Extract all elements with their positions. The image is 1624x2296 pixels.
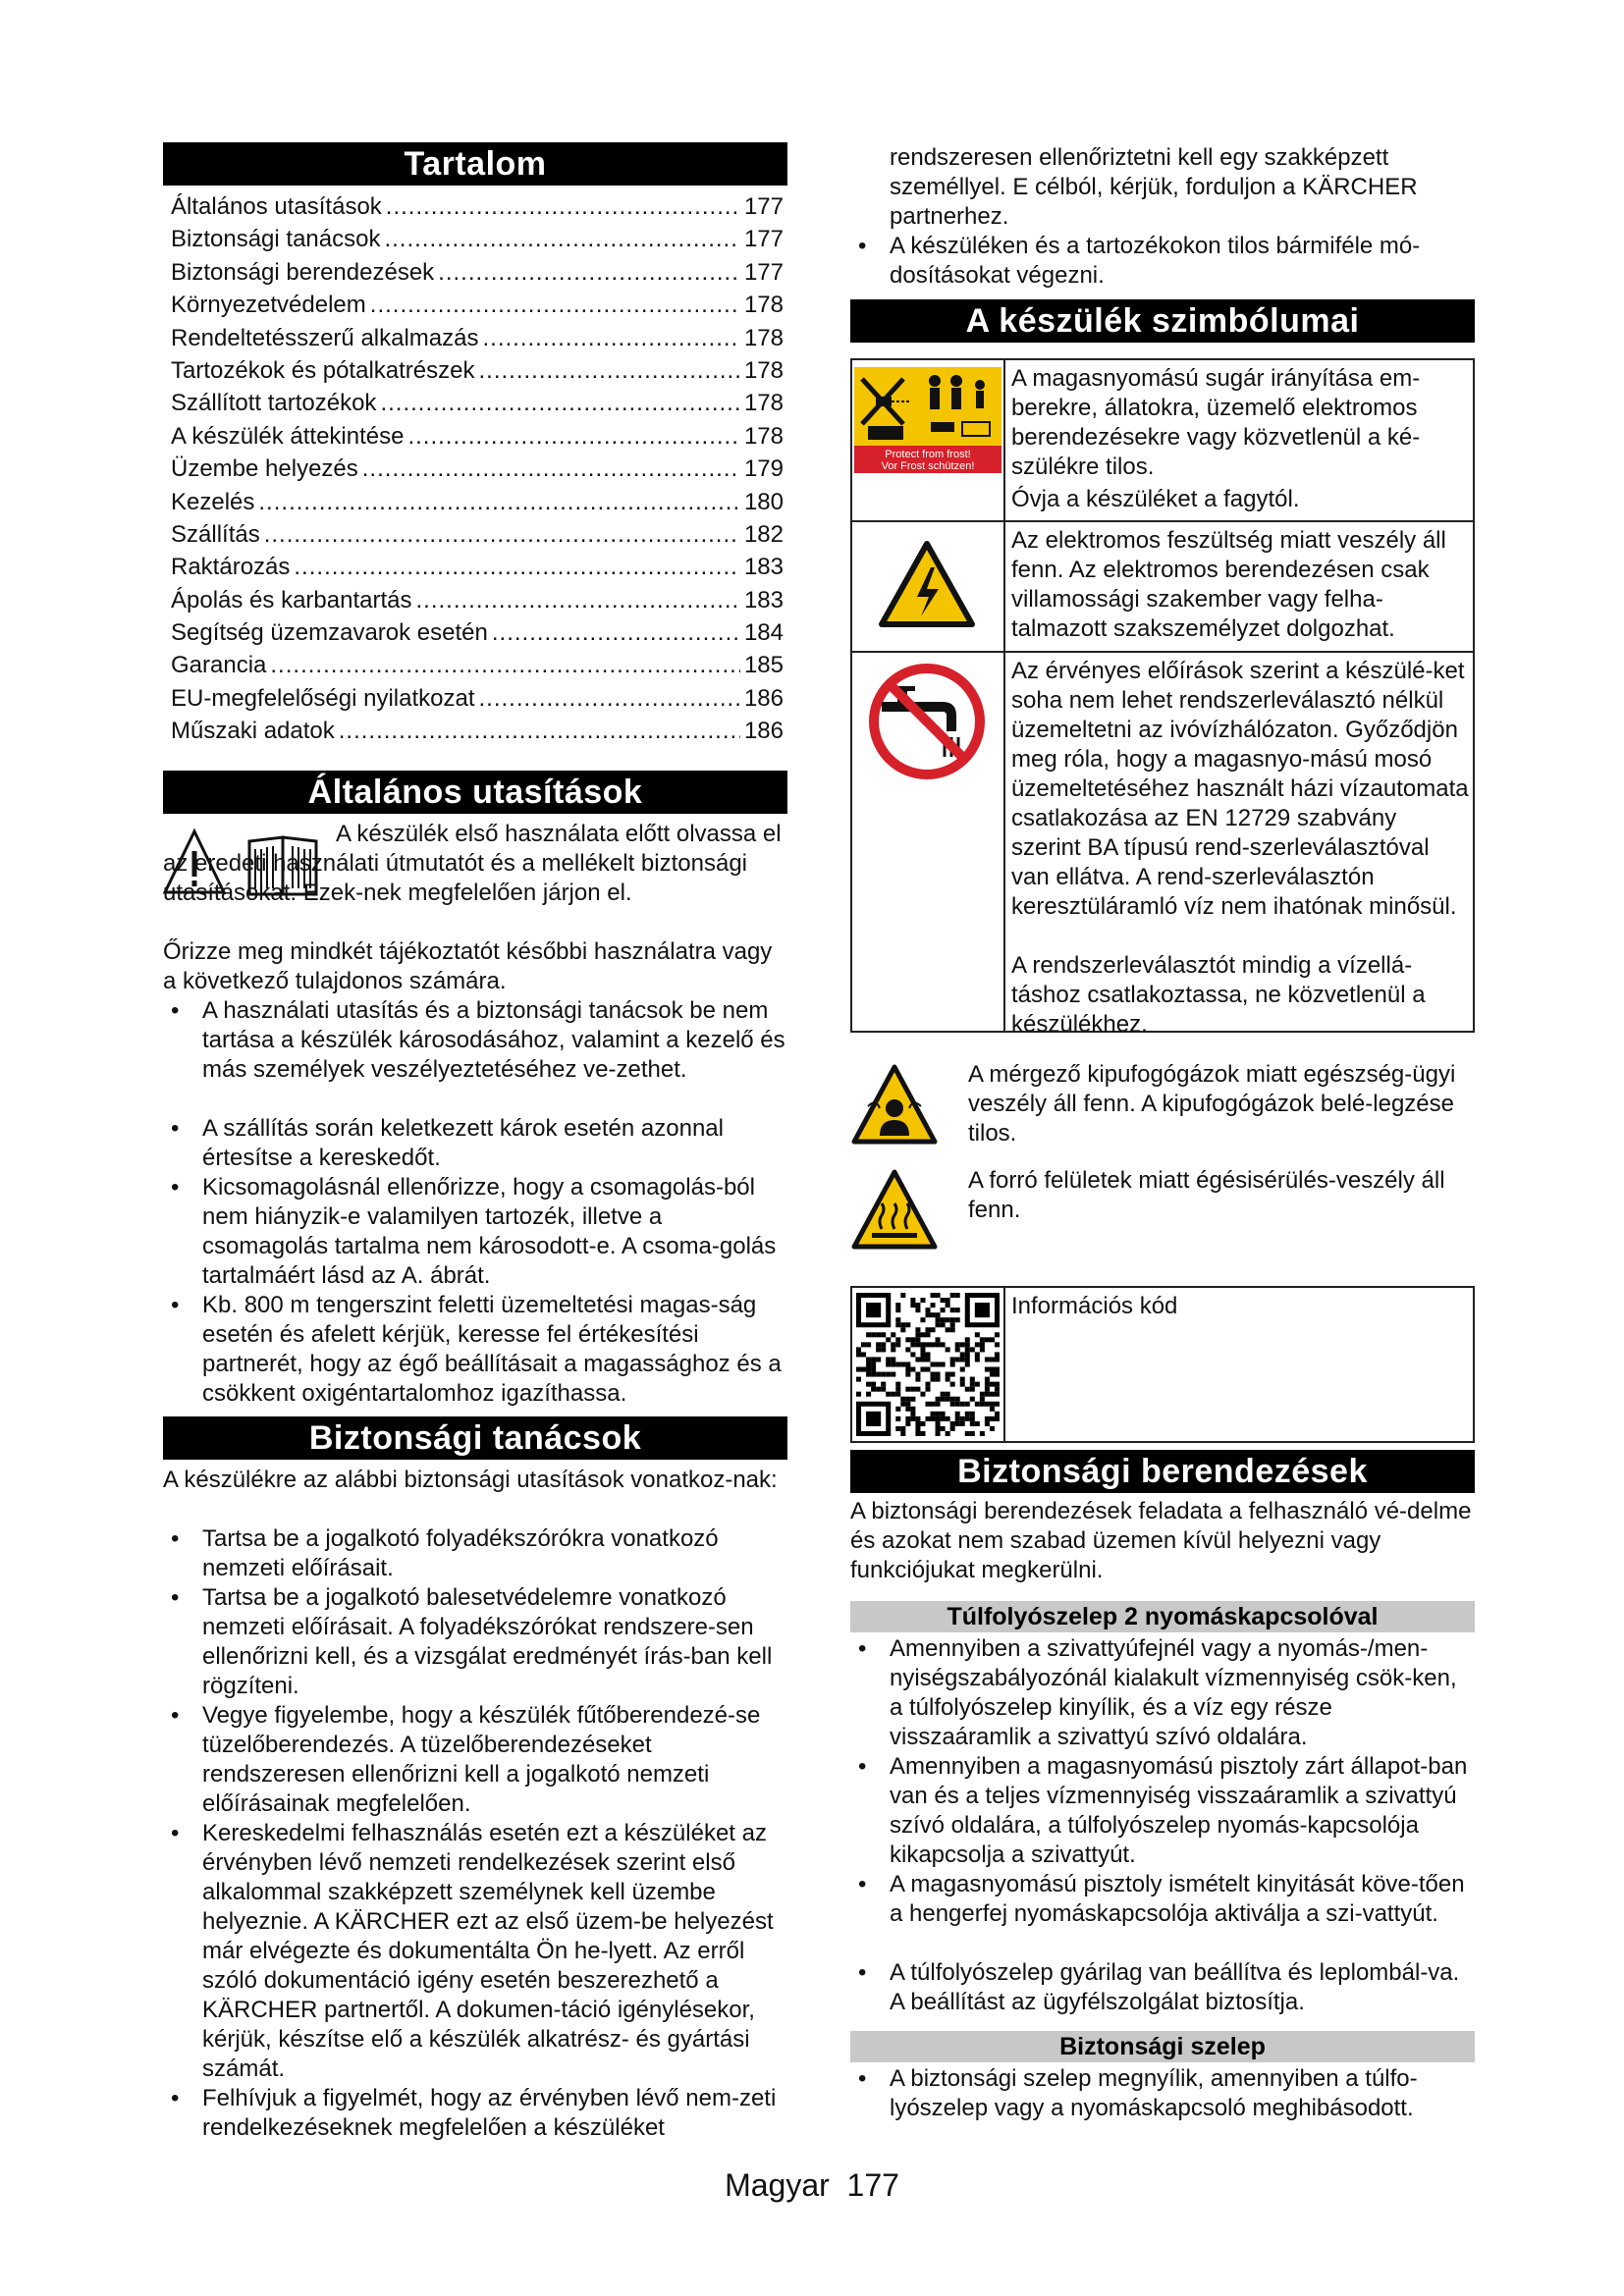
toc-entry-label: Üzembe helyezés xyxy=(171,455,358,483)
toc-leader-dots xyxy=(478,354,739,387)
safety-continued: rendszeresen ellenőriztetni kell egy szakképzett személlyel. E célból, kérjük, forduljon a KÄRCHER partnerhez. xyxy=(890,144,1418,230)
toc-entry xyxy=(171,289,784,321)
general-keep-note: Őrizze meg mindkét tájékoztatót későbbi használatra vagy a következő tulajdonos számára. xyxy=(163,938,773,994)
toc-leader-dots xyxy=(438,256,740,289)
toc-entry xyxy=(171,190,784,223)
general-bullet: • A szállítás során keletkezett károk esetén azonnal értesítse a kereskedőt. xyxy=(171,1115,724,1171)
symbols-title: A készülék szimbólumai xyxy=(850,299,1475,343)
safety-bullet: • Felhívjuk a figyelmét, hogy az érvényben lévő nem-zeti rendelkezéseknek megfelelően a készüléket xyxy=(171,2085,777,2141)
symbol-text: A magasnyomású sugár irányítása em-berekre, állatokra, üzemelő elektromos berendezésekre vagy közvetlenül a ké-szülékre tilos. xyxy=(1011,365,1421,480)
toc-entry xyxy=(171,223,784,255)
toc-entry-page: 186 xyxy=(743,718,784,745)
symbol-text: Az érvényes előírások szerint a készülé-ket soha nem lehet rendszerleválasztó nélkül üzemeltetni az ivóvízhálózaton. Győződjön meg róla, hogy a magasnyo-mású mosó üzemeltetéséhez használt házi vízautomata csatlakozása az EN 12729 szabvány szerint BA típusú rend-szerleválasztóval van ellátva. A rend-szerleválasztón keresztüláramló víz nem ihatónak minősül. xyxy=(1011,658,1469,920)
toc-entry xyxy=(171,322,784,354)
toc-leader-dots xyxy=(407,420,739,453)
toc-leader-dots xyxy=(380,387,740,419)
safety-bullet: • Vegye figyelembe, hogy a készülék fűtőberendezé-se tüzelőberendezés. A tüzelőberendezéseket rendszeresen ellenőrizni kell a jogalkotó nemzeti előírásainak megfelelően. xyxy=(171,1702,761,1817)
toc-entry xyxy=(171,453,784,485)
toc-entry-label: Biztonsági tanácsok xyxy=(171,226,381,253)
toc-entry-label: Szállított tartozékok xyxy=(171,390,377,417)
toxic-exhaust-icon xyxy=(850,1063,939,1151)
general-bullet: • Kb. 800 m tengerszint feletti üzemeltetési magas-ság esetén és afelett kérjük, keresse fel értékesítési partnerét, hogy az égő beállításait a magassághoz és a csökkent oxigéntartalomhoz igazíthassa. xyxy=(171,1292,782,1407)
info-code-label: Információs kód xyxy=(1011,1293,1178,1319)
toc-entry xyxy=(171,354,784,387)
safety-bullet: • Kereskedelmi felhasználás esetén ezt a készüléket az érvényben lévő nemzeti rendelkezések szerint első alkalommal szakképzett személynek kell üzembe helyeznie. A KÄRCHER ezt az első üzem-be helyezést már elvégezte és dokumentálta Ön he-lyett. Az erről szóló dokumentáció igény esetén beszerezhető a KÄRCHER partnertől. A dokumen-táció igénylésekor, kérjük, készítse elő a készülék alkatrész- és gyártási számát. xyxy=(171,1820,774,2082)
symbols-table xyxy=(850,358,1475,1038)
toc-entry-label: Rendeltetésszerű alkalmazás xyxy=(171,324,479,351)
toc-leader-dots xyxy=(384,223,739,255)
hot-surface-warning: A forró felületek miatt égésisérülés-veszély áll fenn. xyxy=(968,1167,1445,1223)
toc-entry-page: 186 xyxy=(743,684,784,712)
toc-leader-dots xyxy=(339,715,740,747)
toc-entry-label: Általános utasítások xyxy=(171,193,382,220)
exhaust-warning: A mérgező kipufogógázok miatt egészség-ügyi veszély áll fenn. A kipufogógázok belé-legzése tilos. xyxy=(968,1061,1456,1147)
symbol-row xyxy=(852,520,1473,653)
toc-entry-label: Műszaki adatok xyxy=(171,718,335,745)
toc-leader-dots xyxy=(483,322,740,354)
toc-entry-label: Tartozékok és pótalkatrészek xyxy=(171,356,475,384)
toc-leader-dots xyxy=(415,584,739,616)
table-of-contents xyxy=(171,190,784,748)
toc-entry-label: A készülék áttekintése xyxy=(171,422,405,450)
device-bullet: • Amennyiben a magasnyomású pisztoly zárt állapot-ban van és a teljes vízmennyiség visszaáramlik a szivattyú szívó oldalára, a túlfolyószelep nyomás-kapcsolója kikapcsolja a szivattyút. xyxy=(858,1753,1468,1868)
toc-entry-page: 179 xyxy=(743,455,784,483)
symbol-text: A rendszerleválasztót mindig a vízellá-táshoz csatlakoztassa, ne közvetlenül a készülékhez. xyxy=(1011,952,1426,1038)
page-number: 177 xyxy=(846,2167,899,2203)
safety-bullet: • A készüléken és a tartozékokon tilos bármiféle mó-dosításokat végezni. xyxy=(858,233,1421,289)
toc-entry-page: 177 xyxy=(743,226,784,253)
toc-entry xyxy=(171,387,784,419)
toc-entry-label: Kezelés xyxy=(171,488,255,515)
toc-leader-dots xyxy=(264,518,740,551)
toc-entry xyxy=(171,551,784,583)
toc-leader-dots xyxy=(370,289,740,321)
safety-intro: A készülékre az alábbi biztonsági utasítások vonatkoz-nak: xyxy=(163,1467,778,1493)
toc-leader-dots xyxy=(362,453,740,485)
subsection-title: Biztonsági szelep xyxy=(850,2031,1475,2062)
toc-entry-label: Ápolás és karbantartás xyxy=(171,586,412,614)
safety-bullet: • Tartsa be a jogalkotó folyadékszórókra vonatkozó nemzeti előírásait. xyxy=(171,1525,719,1581)
device-bullet: • A biztonsági szelep megnyílik, amennyiben a túlfo-lyószelep vagy a nyomáskapcsoló meghibásodott. xyxy=(858,2065,1418,2121)
toc-entry-page: 185 xyxy=(743,652,784,679)
subsection-title: Túlfolyószelep 2 nyomáskapcsolóval xyxy=(850,1601,1475,1632)
safety-bullet: • Tartsa be a jogalkotó balesetvédelemre vonatkozó nemzeti előírásait. A folyadékszórókat rendszere-sen ellenőrizni kell, és a vizsgálat eredményét írás-ban kell rögzíteni. xyxy=(171,1584,773,1699)
frost-label: Vor Frost schützen! xyxy=(881,460,975,472)
toc-entry-label: Segítség üzemzavarok esetén xyxy=(171,619,488,647)
frost-label: Protect from frost! xyxy=(885,449,971,460)
toc-entry xyxy=(171,715,784,747)
toc-leader-dots xyxy=(492,616,740,649)
general-title: Általános utasítások xyxy=(163,771,787,814)
symbol-cell xyxy=(852,653,1005,1033)
general-intro: A készülék első használata előtt olvassa el az eredeti használati útmutatót és a mellékelt biztonsági utasításokat. Ezek-nek megfelelően járjon el. xyxy=(163,821,782,906)
toc-entry-page: 178 xyxy=(743,356,784,384)
devices-title: Biztonsági berendezések xyxy=(850,1450,1475,1493)
symbol-row xyxy=(852,360,1473,520)
toc-leader-dots xyxy=(258,486,740,518)
qr-code-cell xyxy=(852,1288,1005,1441)
toc-title: Tartalom xyxy=(163,142,787,186)
toc-entry-page: 182 xyxy=(743,520,784,548)
toc-entry xyxy=(171,682,784,715)
no-drinking-water-connection-icon xyxy=(868,663,986,780)
symbol-row xyxy=(852,651,1473,1038)
toc-entry-page: 178 xyxy=(743,292,784,319)
toc-leader-dots xyxy=(386,190,740,223)
safety-title: Biztonsági tanácsok xyxy=(163,1416,787,1460)
symbol-text: Az elektromos feszültség miatt veszély áll fenn. Az elektromos berendezésen csak villamossági szakember vagy felha-talmazott szakszemélyzet dolgozhat. xyxy=(1011,527,1446,642)
general-bullet: • Kicsomagolásnál ellenőrizze, hogy a csomagolás-ból nem hiányzik-e valamilyen tartozék, illetve a csomagolás tartalma nem károsodott-e. A csoma-golás tartalmáért lásd az A. ábrát. xyxy=(171,1174,777,1289)
toc-entry-label: EU-megfelelőségi nyilatkozat xyxy=(171,684,475,712)
page-footer xyxy=(0,2167,1624,2204)
toc-leader-dots xyxy=(478,682,739,715)
toc-entry-page: 178 xyxy=(743,324,784,351)
device-bullet: • A túlfolyószelep gyárilag van beállítva és leplombál-va. A beállítást az ügyfélszolgálat biztosítja. xyxy=(858,1959,1460,2015)
symbol-text: Óvja a készüléket a fagytól. xyxy=(1011,486,1300,512)
footer-language: Magyar xyxy=(725,2167,830,2203)
toc-entry-label: Szállítás xyxy=(171,520,260,548)
toc-entry-label: Raktározás xyxy=(171,554,291,581)
toc-entry xyxy=(171,256,784,289)
toc-entry-page: 177 xyxy=(743,258,784,286)
info-code-table xyxy=(850,1286,1475,1443)
toc-entry xyxy=(171,584,784,616)
toc-leader-dots xyxy=(270,649,740,681)
toc-entry xyxy=(171,420,784,453)
no-spray-frost-icon xyxy=(854,367,1003,475)
general-bullet: • A használati utasítás és a biztonsági tanácsok be nem tartása a készülék károsodásához, valamint a kezelő és más személyek veszélyeztetéséhez ve-zethet. xyxy=(171,997,785,1083)
toc-entry xyxy=(171,486,784,518)
device-bullet: • A magasnyomású pisztoly ismételt kinyitását köve-tően a hengerfej nyomáskapcsolója aktiválja a szi-vattyút. xyxy=(858,1871,1465,1927)
symbol-cell xyxy=(852,360,1005,520)
toc-entry-page: 177 xyxy=(743,193,784,220)
toc-entry-page: 184 xyxy=(743,619,784,647)
devices-intro: A biztonsági berendezések feladata a felhasználó vé-delme és azokat nem szabad üzemen kívül helyezni vagy funkciójukat megkerülni. xyxy=(850,1498,1472,1583)
toc-entry-page: 180 xyxy=(743,488,784,515)
toc-entry-label: Biztonsági berendezések xyxy=(171,258,435,286)
toc-entry xyxy=(171,649,784,681)
toc-entry-label: Környezetvédelem xyxy=(171,292,366,319)
electric-hazard-icon xyxy=(878,540,976,628)
toc-entry-page: 178 xyxy=(743,390,784,417)
hot-surface-icon xyxy=(850,1168,939,1256)
toc-entry-page: 178 xyxy=(743,422,784,450)
toc-entry-label: Garancia xyxy=(171,652,267,679)
toc-entry-page: 183 xyxy=(743,554,784,581)
device-bullet: • Amennyiben a szivattyúfejnél vagy a nyomás-/men-nyiségszabályozónál kialakult vízmennyiség csök-ken, a túlfolyószelep kinyílik, és a víz egy része visszaáramlik a szivattyú szívó oldalára. xyxy=(858,1635,1457,1750)
toc-entry xyxy=(171,518,784,551)
toc-entry xyxy=(171,616,784,649)
qr-code-icon xyxy=(856,1293,1000,1436)
toc-entry-page: 183 xyxy=(743,586,784,614)
toc-leader-dots xyxy=(294,551,740,583)
symbol-cell xyxy=(852,522,1005,653)
